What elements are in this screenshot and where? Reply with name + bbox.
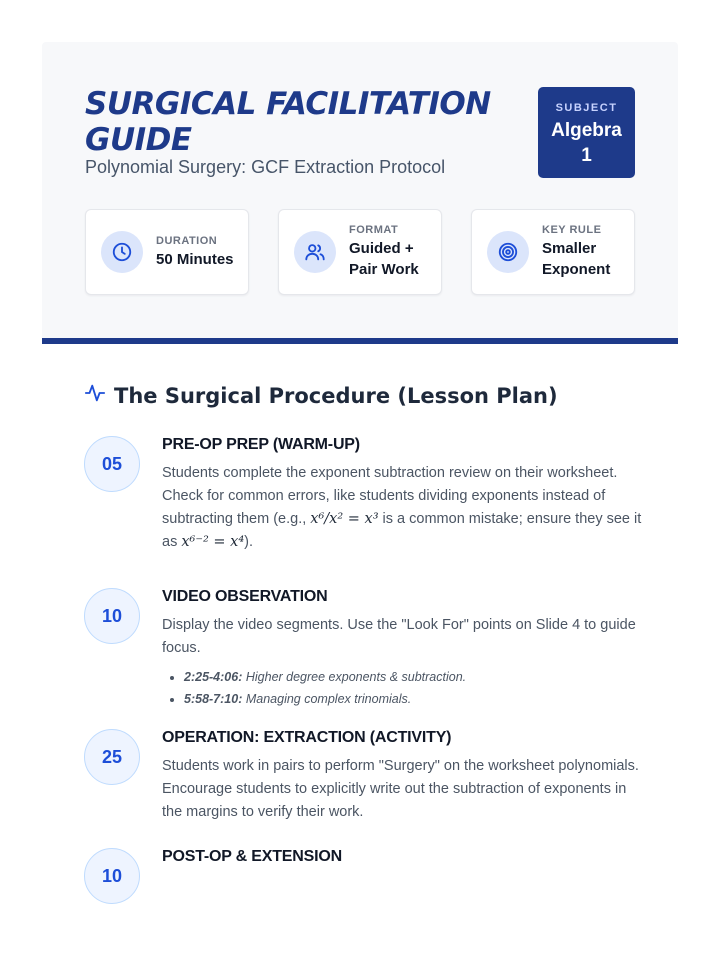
step-text: Students work in pairs to perform "Surgery" on the worksheet polynomials. Encourage students to explicitly write out the subtraction of exponents in the margins to verify their work. bbox=[162, 758, 639, 820]
subject-badge bbox=[538, 87, 635, 178]
page-title: SURGICAL FACILITATION GUIDE bbox=[85, 86, 491, 158]
key-rule-label: KEY RULE bbox=[542, 224, 602, 236]
format-label: FORMAT bbox=[349, 224, 399, 236]
look-for-list bbox=[162, 666, 642, 710]
key-rule-value: Smaller Exponent bbox=[542, 240, 611, 278]
math-expression: x⁶⁻² = x⁴ bbox=[181, 534, 245, 550]
step-minutes-badge: 05 bbox=[84, 436, 140, 492]
step-minutes-badge: 10 bbox=[84, 848, 140, 904]
clock-icon bbox=[101, 231, 143, 273]
step-text: Students complete the exponent subtraction review on their worksheet. Check for common errors, like students dividing exponents instead of subtracting them (e.g., x⁶/x² = x³ is a common mistake; ensure they see it as x⁶⁻² = x⁴). bbox=[162, 465, 642, 550]
list-item: • 2:25-4:06: Higher degree exponents & subtraction. bbox=[184, 666, 642, 688]
subject-value: Algebra 1 bbox=[551, 120, 622, 166]
page bbox=[42, 42, 678, 974]
page-subtitle: Polynomial Surgery: GCF Extraction Protocol bbox=[85, 157, 446, 177]
users-icon bbox=[294, 231, 336, 273]
section-heading bbox=[84, 382, 558, 409]
duration-value: 50 Minutes bbox=[156, 250, 234, 268]
step-minutes-badge: 10 bbox=[84, 588, 140, 644]
pulse-icon bbox=[84, 382, 106, 409]
step-minutes-badge: 25 bbox=[84, 729, 140, 785]
format-card bbox=[278, 209, 442, 295]
step-title: VIDEO OBSERVATION bbox=[162, 588, 328, 605]
list-item: • 5:58-7:10: Managing complex trinomials. bbox=[184, 688, 642, 710]
math-expression: x⁶/x² = x³ bbox=[310, 511, 379, 527]
duration-card bbox=[85, 209, 249, 295]
target-icon bbox=[487, 231, 529, 273]
step-title: POST-OP & EXTENSION bbox=[162, 848, 342, 865]
section-title: The Surgical Procedure (Lesson Plan) bbox=[114, 383, 558, 408]
guide-header bbox=[42, 42, 678, 344]
subject-label: SUBJECT bbox=[555, 102, 618, 114]
format-value: Guided + Pair Work bbox=[349, 240, 419, 278]
step-title: OPERATION: EXTRACTION (ACTIVITY) bbox=[162, 729, 452, 746]
duration-label: DURATION bbox=[156, 234, 218, 247]
step-title: PRE-OP PREP (WARM-UP) bbox=[162, 436, 360, 453]
step-text: Display the video segments. Use the "Look For" points on Slide 4 to guide focus. bbox=[162, 617, 636, 656]
key-rule-card bbox=[471, 209, 635, 295]
